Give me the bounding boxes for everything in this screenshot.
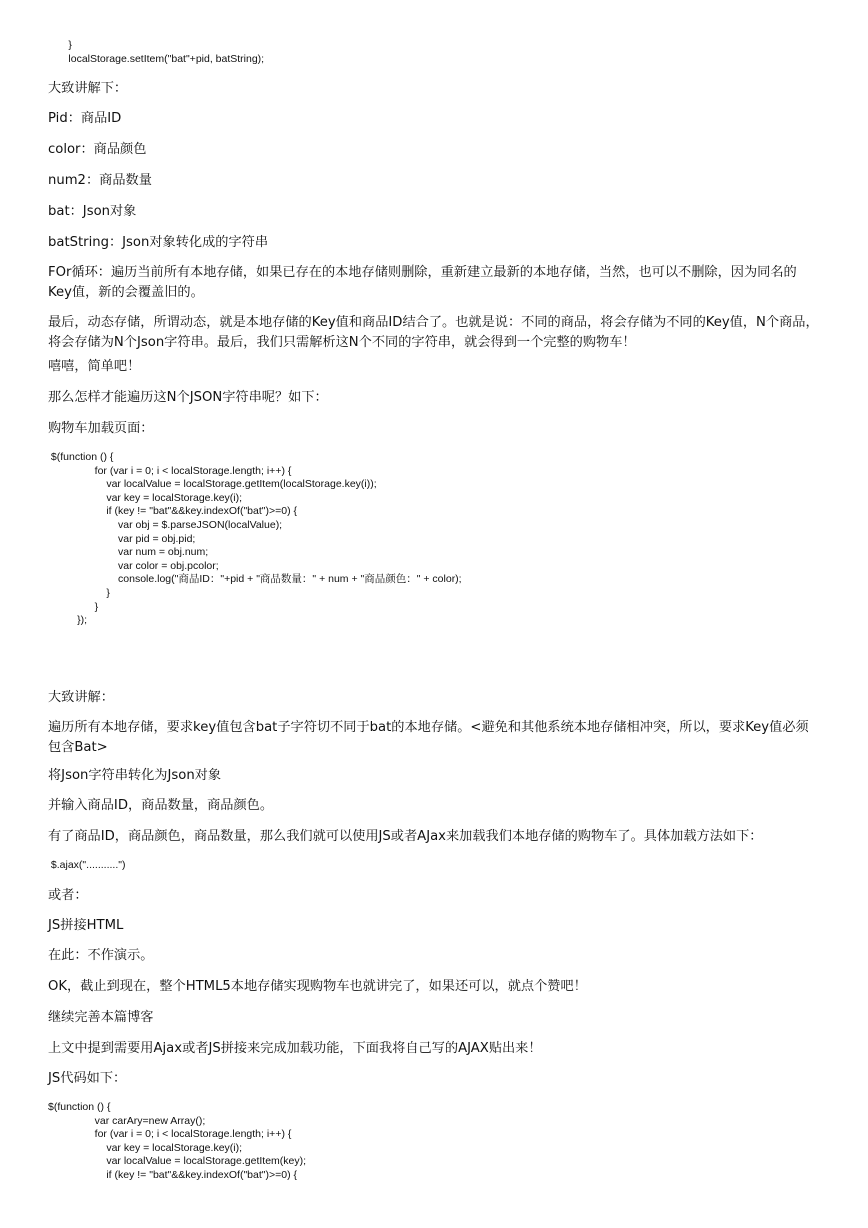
paragraph-ajax-mention: 上文中提到需要用Ajax或者JS拼接来完成加载功能，下面我将自己写的AJAX贴出来！ <box>48 1041 542 1056</box>
code-block-setitem: } localStorage.setItem("bat"+pid, batString); <box>68 39 265 65</box>
paragraph-color: color：商品颜色 <box>48 142 147 157</box>
code-block-cart-load: $(function () { for (var i = 0; i < localStorage.length; i++) { var localValue = localStorage.getItem(localStorage.key(i)); var key = localStorage.key(i); if (key != "bat"&&key.indexOf("bat")>=0) { var obj = $.parseJSON(localValue); var pid = obj.pid; var num = obj.num; var color = obj.pcolor; console.log("商品ID："+pid + "商品数量：" + num + "商品颜色：" + color); } } }); <box>50 451 462 627</box>
paragraph-num2: num2：商品数量 <box>48 173 152 188</box>
paragraph-batstring: batString：Json对象转化成的字符串 <box>48 235 269 250</box>
code-block-ajax-cart: $(function () { var carAry=new Array(); for (var i = 0; i < localStorage.length; i++) { var key = localStorage.key(i); var localValue = localStorage.getItem(key); if (key != "bat"&&key.indexOf("bat")>=0) { <box>48 1101 307 1181</box>
paragraph-cart-page: 购物车加载页面： <box>48 421 154 436</box>
paragraph-no-demo: 在此：不作演示。 <box>48 948 154 963</box>
paragraph-hehe: 嘻嘻，简单吧！ <box>48 359 141 374</box>
paragraph-load-methods: 有了商品ID，商品颜色，商品数量，那么我们就可以使用JS或者AJax来加载我们本地存储的购物车了。具体加载方法如下： <box>48 829 763 844</box>
paragraph-pid: Pid：商品ID <box>48 111 122 126</box>
paragraph-ok: OK，截止到现在，整个HTML5本地存储实现购物车也就讲完了，如果还可以，就点个赞吧！ <box>48 979 587 994</box>
code-block-ajax: $.ajax("...........") <box>48 859 126 871</box>
paragraph-continue: 继续完善本篇博客 <box>48 1010 154 1025</box>
paragraph-dynamic-storage: 最后，动态存储，所谓动态，就是本地存储的Key值和商品ID结合了。也就是说：不同的商品，将会存储为不同的Key值，N个商品，将会存储为N个Json字符串。最后，我们只需解析这N个不同的字符串，就会得到一个完整的购物车！ <box>48 315 819 350</box>
paragraph-for-loop: FOr循环：遍历当前所有本地存储，如果已存在的本地存储则删除，重新建立最新的本地存储，当然，也可以不删除，因为同名的Key值，新的会覆盖旧的。 <box>48 265 797 300</box>
paragraph-bat: bat：Json对象 <box>48 204 137 219</box>
paragraph-intro: 大致讲解下： <box>48 81 128 96</box>
paragraph-js-code: JS代码如下： <box>48 1071 127 1086</box>
paragraph-js-html: JS拼接HTML <box>48 918 124 933</box>
paragraph-output-fields: 并输入商品ID，商品数量，商品颜色。 <box>48 798 274 813</box>
paragraph-or: 或者： <box>48 888 88 903</box>
paragraph-intro-2: 大致讲解： <box>48 690 114 705</box>
paragraph-traverse-storage: 遍历所有本地存储，要求key值包含bat子字符切不同于bat的本地存储。<避免和其他系统本地存储相冲突，所以，要求Key值必须包含Bat> <box>48 720 809 755</box>
paragraph-how-to-traverse: 那么怎样才能遍历这N个JSON字符串呢？如下： <box>48 390 328 405</box>
paragraph-convert-json: 将Json字符串转化为Json对象 <box>48 768 222 783</box>
